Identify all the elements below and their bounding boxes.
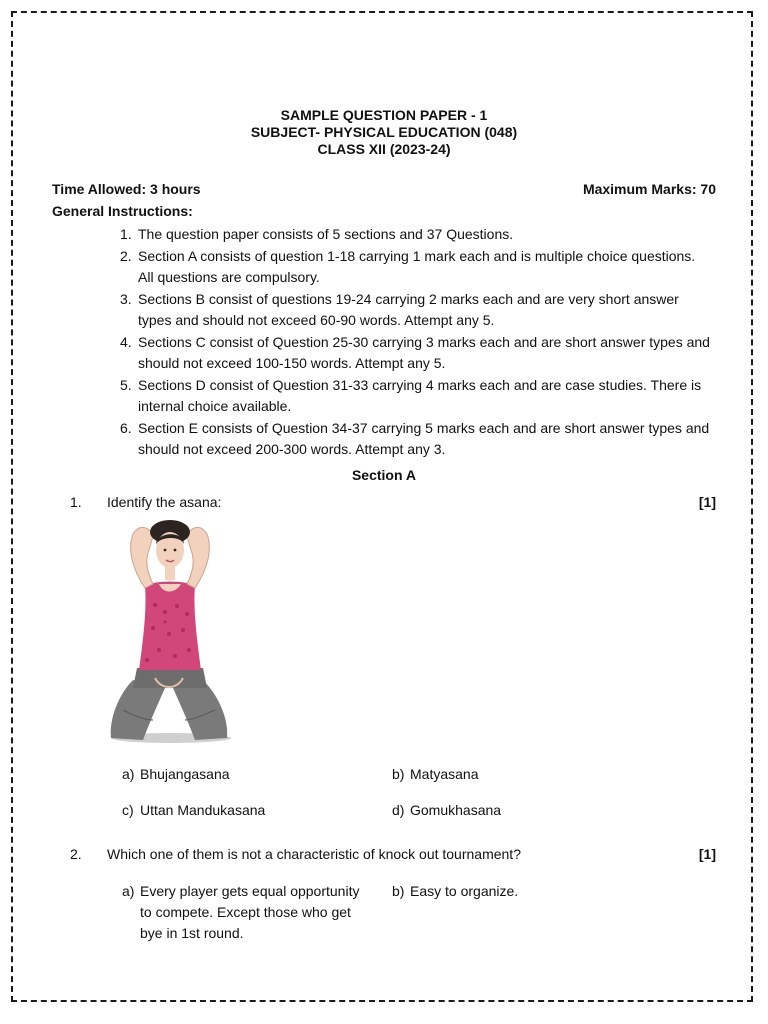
option-text: Matyasana (410, 766, 479, 782)
instruction-item (120, 224, 710, 246)
question-1-option-c[interactable] (122, 800, 362, 821)
option-text: Uttan Mandukasana (140, 802, 266, 818)
question-2-marks: [1] (698, 846, 716, 862)
option-text: Every player gets equal opportunity to compete. Except those who get bye in 1st round. (140, 883, 360, 941)
option-text: Easy to organize. (410, 883, 519, 899)
question-1-text: Identify the asana: (107, 494, 222, 510)
paper-title: SAMPLE QUESTION PAPER - 1 (280, 107, 488, 123)
instruction-text: Section E consists of Question 34-37 carrying 5 marks each and are short answer types and should not exceed 200-300 words. Attempt any 3. (138, 419, 710, 457)
option-label: d) (392, 802, 405, 818)
paper-header (0, 107, 768, 158)
instruction-item (120, 289, 710, 332)
question-2-text: Which one of them is not a characteristic of knock out tournament? (107, 846, 521, 862)
question-2-number: 2. (70, 846, 82, 862)
question-2-option-b[interactable] (392, 881, 632, 902)
general-instructions-heading: General Instructions: (52, 203, 193, 219)
instruction-item (120, 375, 710, 418)
option-text: Bhujangasana (140, 766, 230, 782)
asana-figure-illustration (103, 510, 235, 746)
instruction-text: The question paper consists of 5 sections and 37 Questions. (138, 226, 514, 242)
option-label: c) (122, 802, 134, 818)
option-label: b) (392, 766, 405, 782)
instruction-text: Sections D consist of Question 31-33 carrying 4 marks each and are case studies. There is internal choice available. (138, 376, 702, 414)
instruction-item (120, 332, 710, 375)
instruction-number: 6. (120, 419, 132, 436)
time-allowed: Time Allowed: 3 hours (52, 181, 201, 197)
option-label: a) (122, 766, 135, 782)
instruction-number: 4. (120, 333, 132, 350)
paper-class: CLASS XII (2023-24) (317, 141, 451, 157)
instruction-number: 2. (120, 247, 132, 264)
option-label: b) (392, 883, 405, 899)
instruction-item (120, 246, 710, 289)
question-1-option-a[interactable] (122, 764, 362, 785)
meta-left (52, 178, 201, 222)
instruction-number: 3. (120, 290, 132, 307)
section-a-title: Section A (351, 467, 417, 483)
option-label: a) (122, 883, 135, 899)
instruction-text: Section A consists of question 1-18 carrying 1 mark each and is multiple choice questions. All questions are compulsory. (138, 247, 696, 285)
question-2-option-a[interactable] (122, 881, 372, 944)
instructions-list (120, 224, 710, 461)
question-1-number: 1. (70, 494, 82, 510)
instruction-item (120, 418, 710, 461)
instruction-number: 1. (120, 226, 132, 242)
paper-subject: SUBJECT- PHYSICAL EDUCATION (048) (250, 124, 518, 140)
instruction-number: 5. (120, 376, 132, 393)
question-1-option-d[interactable] (392, 800, 632, 821)
option-text: Gomukhasana (410, 802, 502, 818)
question-1-marks: [1] (698, 494, 716, 510)
instruction-text: Sections C consist of Question 25-30 carrying 3 marks each and are short answer types and should not exceed 100-150 words. Attempt any 5. (138, 333, 710, 371)
instruction-text: Sections B consist of questions 19-24 carrying 2 marks each and are very short answer types and should not exceed 60-90 words. Attempt any 5. (138, 290, 679, 328)
question-1-option-b[interactable] (392, 764, 632, 785)
maximum-marks: Maximum Marks: 70 (582, 181, 716, 197)
